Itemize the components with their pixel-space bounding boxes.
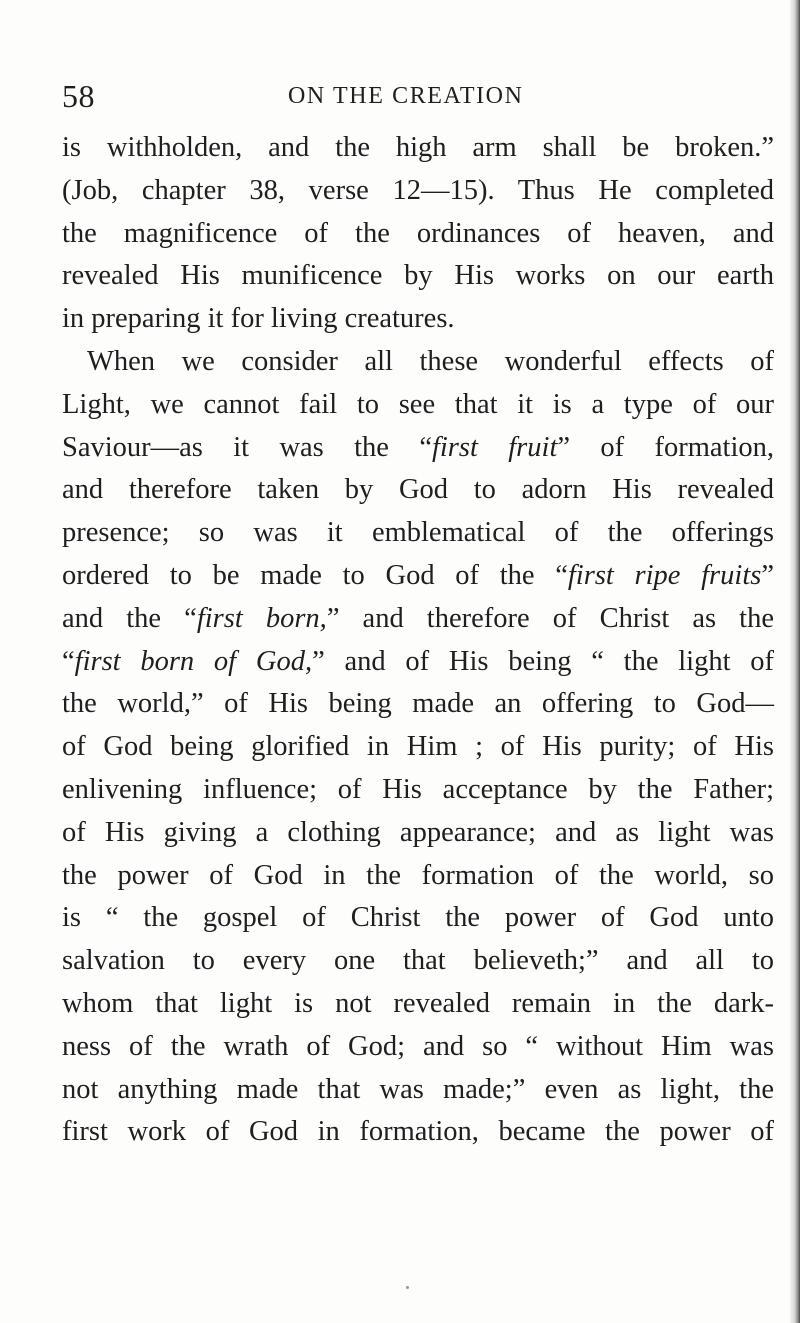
italic-phrase: first born, [196,602,327,634]
text-line: ordered to be made to God of the “first ripe fruits” [62,559,774,591]
text-line: is withholden, and the high arm shall be broken.” [62,132,774,163]
text-line: the power of God in the formation of the world, so [62,859,774,891]
running-head [62,76,768,116]
text-line: the magnificence of the ordinances of heaven, and [62,217,774,249]
italic-phrase: first ripe fruits [567,559,762,591]
text-line: and therefore taken by God to adorn His revealed [62,474,774,506]
text-line: ness of the wrath of God; and so “ without Him was [62,1030,774,1062]
text-line: and the “first born,” and therefore of Christ as the [62,602,774,634]
running-title: ON THE CREATION [288,83,524,109]
body-text [62,127,774,1154]
text-line: is “ the gospel of Christ the power of God unto [62,902,774,934]
text-line: Saviour—as it was the “first fruit” of formation, [62,431,774,463]
text-line: the world,” of His being made an offering to God— [62,688,774,720]
text-line: enlivening influence; of His acceptance by the Father; [62,773,774,805]
text-line: whom that light is not revealed remain in the dark- [62,987,774,1019]
text-line: (Job, chapter 38, verse 12—15). Thus He completed [62,174,774,206]
text-line: of God being glorified in Him ; of His purity; of His [62,731,774,763]
paper-speck [406,1286,409,1289]
text-line: of His giving a clothing appearance; and as light was [62,816,774,848]
text-line: salvation to every one that believeth;” and all to [62,945,774,977]
paragraph-first-line: When we consider all these wonderful effects of [87,345,774,377]
page-number: 58 [62,78,95,114]
text-line: “first born of God,” and of His being “ the light of [62,645,775,677]
text-line: revealed His munificence by His works on our earth [62,260,774,292]
page-edge-shadow [790,0,800,1323]
text-line: not anything made that was made;” even as light, the [62,1073,774,1105]
text-line: first work of God in formation, became the power of [62,1116,774,1148]
text-line: Light, we cannot fail to see that it is a type of our [62,388,774,420]
italic-phrase: first fruit [431,431,558,463]
italic-phrase: first born of God, [74,645,313,677]
text-line: in preparing it for living creatures. [62,303,455,335]
text-line: presence; so was it emblematical of the offerings [62,517,774,549]
